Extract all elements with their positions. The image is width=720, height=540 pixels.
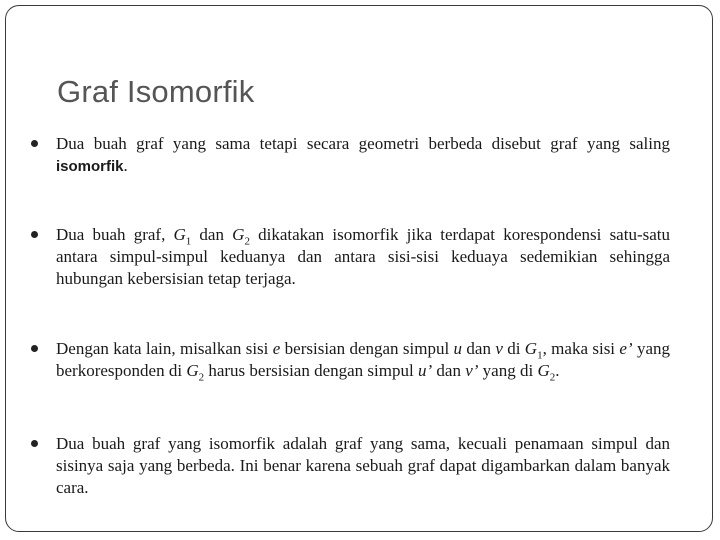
math-symbol: u [453, 339, 463, 358]
text-run: , maka sisi [542, 339, 620, 358]
math-subscript: 2 [549, 371, 556, 384]
bullet-dot-icon [31, 231, 38, 238]
math-symbol: G [232, 225, 245, 244]
slide-title: Graf Isomorfik [57, 74, 255, 109]
text-run: harus bersisian dengan simpul [204, 361, 418, 380]
bullet-dot-icon [31, 440, 38, 447]
bold-term: isomorfik [56, 158, 124, 175]
math-symbol: e’ [619, 339, 633, 358]
bullet-text [56, 224, 670, 290]
text-run: Dua buah graf, [56, 225, 174, 244]
math-symbol: u’ [417, 361, 433, 380]
bullet-dot-icon [31, 345, 38, 352]
bullet-text [56, 133, 670, 178]
text-run: Dua buah graf yang sama tetapi secara geometri berbeda disebut graf yang saling [56, 134, 670, 153]
math-subscript: 2 [198, 371, 205, 384]
text-run: dikatakan isomorfik jika terdapat korespondensi satu-satu antara simpul-simpul keduanya dan antara sisi-sisi keduaya sedemikian sehingga hubungan kebersisian tetap terjaga. [56, 225, 670, 288]
text-run: . [555, 361, 560, 380]
bullet-dot-icon [31, 140, 38, 147]
math-symbol: G [173, 225, 186, 244]
math-symbol: v’ [465, 361, 479, 380]
text-run: dan [432, 361, 466, 380]
bullet-text [56, 338, 670, 382]
math-subscript: 1 [185, 235, 192, 248]
math-symbol: G [537, 361, 550, 380]
text-run: dan [462, 339, 496, 358]
bullet-item-isomorphic-definition [56, 133, 670, 178]
math-subscript: 2 [244, 235, 250, 248]
text-run: yang di [478, 361, 538, 380]
text-run: Dengan kata lain, misalkan sisi [56, 339, 273, 358]
bullet-item-edge-correspondence [56, 338, 670, 382]
math-subscript: 1 [537, 349, 543, 362]
text-run: bersisian dengan simpul [280, 339, 454, 358]
text-run: . [123, 156, 128, 175]
math-symbol: G [186, 361, 199, 380]
text-run: yang berkoresponden di [56, 339, 671, 380]
math-symbol: v [495, 339, 503, 358]
math-symbol: e [272, 339, 281, 358]
math-symbol: G [524, 339, 538, 358]
bullet-text: Dua buah graf yang isomorfik adalah graf yang sama, kecuali penamaan simpul dan sisinya saja yang berbeda. Ini benar karena sebuah graf dapat digambarkan dalam banyak cara. [56, 434, 670, 497]
bullet-item-naming-difference [56, 433, 670, 499]
text-run: dan [191, 225, 233, 244]
bullet-item-g1-g2-isomorphic [56, 224, 670, 290]
text-run: di [502, 339, 525, 358]
